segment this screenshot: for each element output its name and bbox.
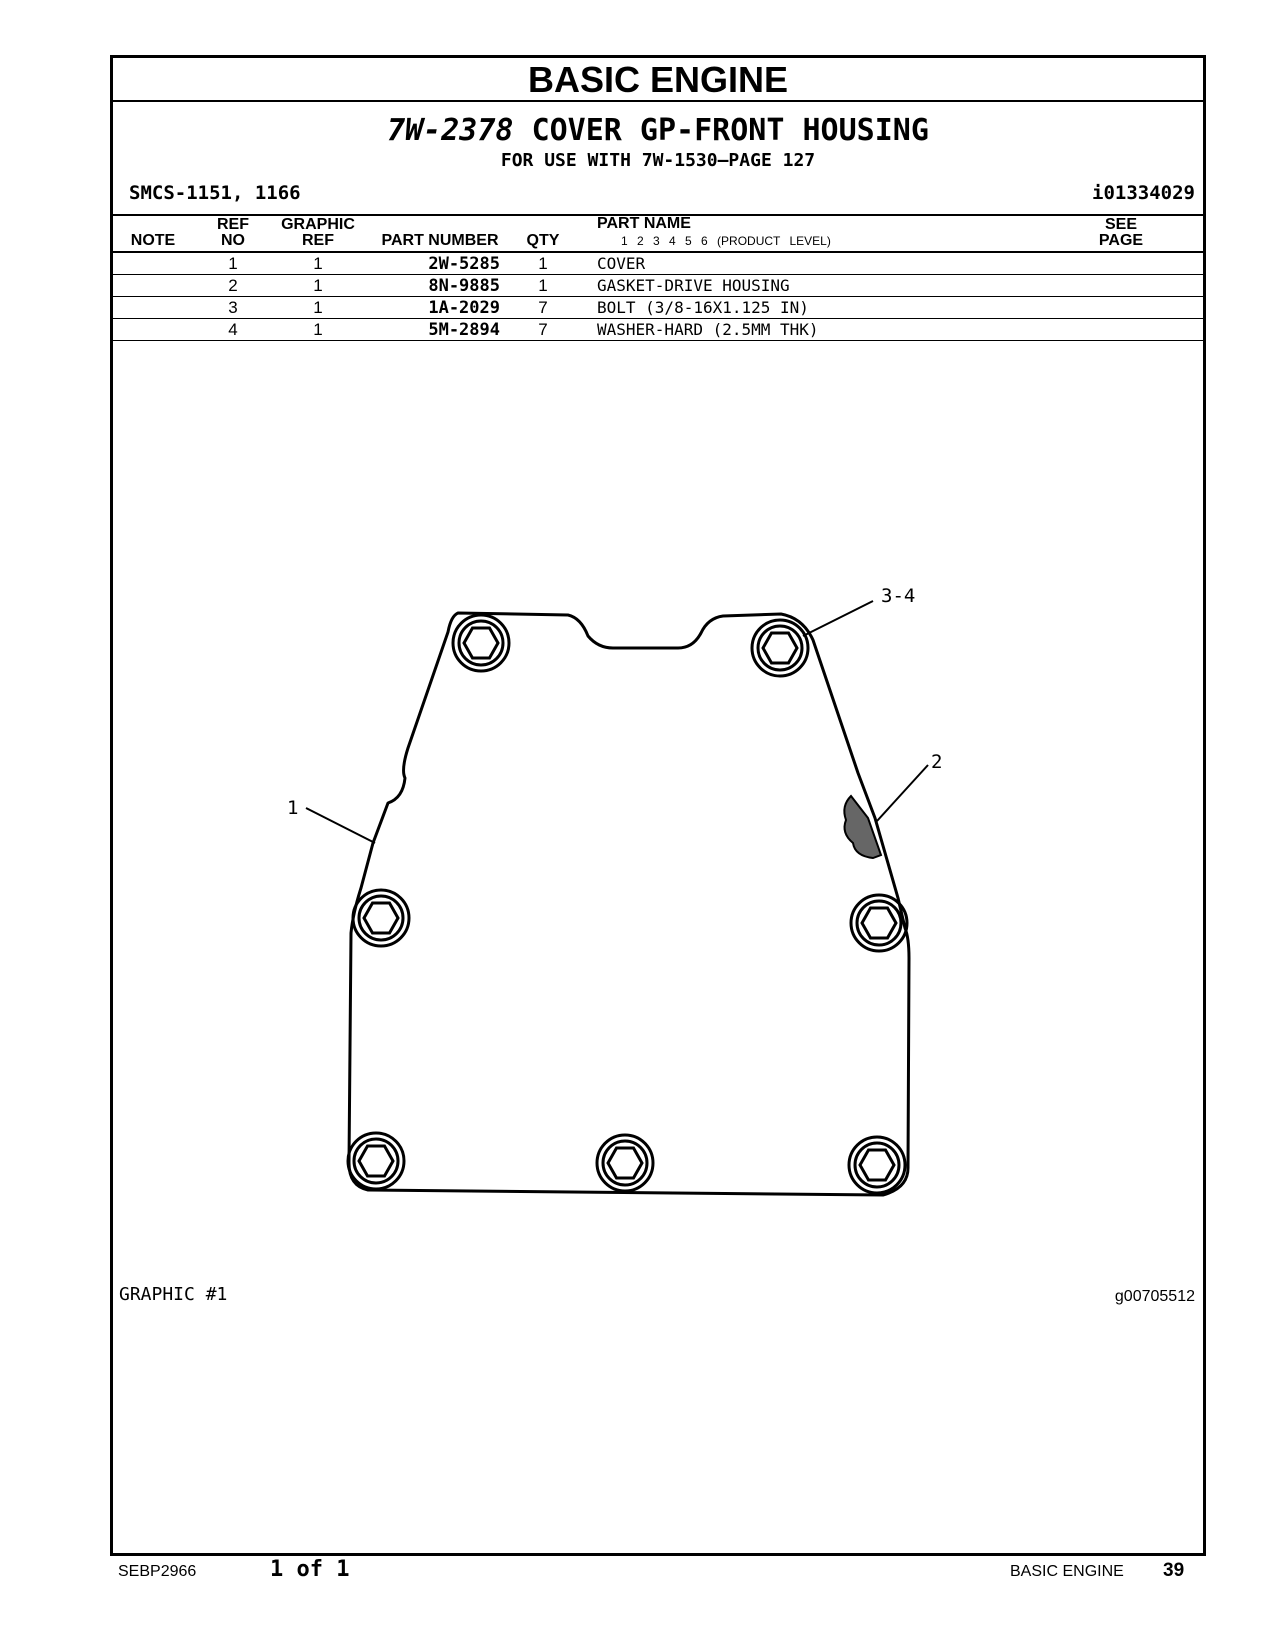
ref-no-cell: 2 [228, 276, 238, 295]
part-number-cell: 8N-9885 [428, 276, 500, 296]
col-header-part-number-text: PART NUMBER [381, 232, 499, 249]
bolt-bottom-left [348, 1133, 404, 1189]
ref-no-cell: 3 [228, 298, 238, 317]
graphic-ref-cell: 1 [313, 254, 323, 273]
col-header-ref-no-line1: REF [217, 216, 249, 233]
illustration-id: i01334029 [1092, 182, 1195, 204]
part-name-cell: BOLT (3/8-16X1.125 IN) [597, 298, 809, 317]
group-name: COVER GP-FRONT HOUSING [531, 113, 929, 148]
col-header-part-name-text: PART NAME [597, 215, 691, 232]
cover-group-drawing [113, 58, 1203, 1553]
ref-no-cell: 4 [228, 320, 238, 339]
leader-line-2 [877, 765, 928, 821]
parts-page-frame [110, 55, 1206, 1556]
product-level-header: 1 2 3 4 5 6 (PRODUCT LEVEL) [621, 234, 831, 248]
use-with-note: FOR USE WITH 7W-1530—PAGE 127 [500, 150, 816, 171]
callout-3-4: 3-4 [881, 585, 916, 607]
bolt-mid-right [851, 895, 907, 951]
smcs-codes: SMCS-1151, 1166 [129, 182, 301, 204]
bolt-mid-left [353, 890, 409, 946]
col-header-see-page-line2: PAGE [1098, 232, 1144, 249]
qty-cell: 7 [538, 298, 548, 317]
leader-line-1 [306, 808, 375, 843]
bolt-bottom-right [849, 1137, 905, 1193]
graphic-label: GRAPHIC #1 [119, 1284, 228, 1305]
col-header-ref-no-line2: NO [221, 232, 245, 249]
graphic-ref-cell: 1 [313, 320, 323, 339]
footer-document-number: SEBP2966 [118, 1563, 197, 1580]
part-number-cell: 5M-2894 [428, 320, 500, 340]
section-title: BASIC ENGINE [113, 58, 1203, 102]
callout-1: 1 [287, 797, 299, 819]
gasket-section [844, 796, 881, 858]
part-number-cell: 1A-2029 [428, 298, 500, 318]
bolt-top-right [752, 620, 808, 676]
part-number-cell: 2W-5285 [428, 254, 500, 274]
bolt-bottom-center [597, 1135, 653, 1191]
bolt-top-left [453, 615, 509, 671]
footer-page-number: 39 [1163, 1560, 1185, 1581]
col-header-see-page-line1: SEE [1104, 216, 1137, 233]
part-name-cell: WASHER-HARD (2.5MM THK) [597, 320, 819, 339]
graphic-ref-cell: 1 [313, 276, 323, 295]
part-name-cell: GASKET-DRIVE HOUSING [597, 276, 790, 295]
group-part-number: 7W-2378 [387, 113, 514, 148]
cover-outline [349, 613, 909, 1195]
part-name-cell: COVER [597, 254, 646, 273]
graphic-ref-cell: 1 [313, 298, 323, 317]
qty-cell: 7 [538, 320, 548, 339]
col-header-graphic-ref-line1: GRAPHIC [281, 216, 355, 233]
col-header-qty-text: QTY [526, 232, 560, 249]
col-header-graphic-ref-line2: REF [302, 232, 334, 249]
leader-line-3-4 [803, 601, 873, 636]
qty-cell: 1 [538, 276, 548, 295]
graphic-id: g00705512 [1114, 1288, 1195, 1305]
ref-no-cell: 1 [228, 254, 238, 273]
footer-page-count: 1 of 1 [270, 1557, 350, 1582]
col-header-note-text: NOTE [130, 232, 176, 249]
footer-section-name: BASIC ENGINE [1010, 1563, 1124, 1580]
callout-2: 2 [931, 751, 943, 773]
qty-cell: 1 [538, 254, 548, 273]
